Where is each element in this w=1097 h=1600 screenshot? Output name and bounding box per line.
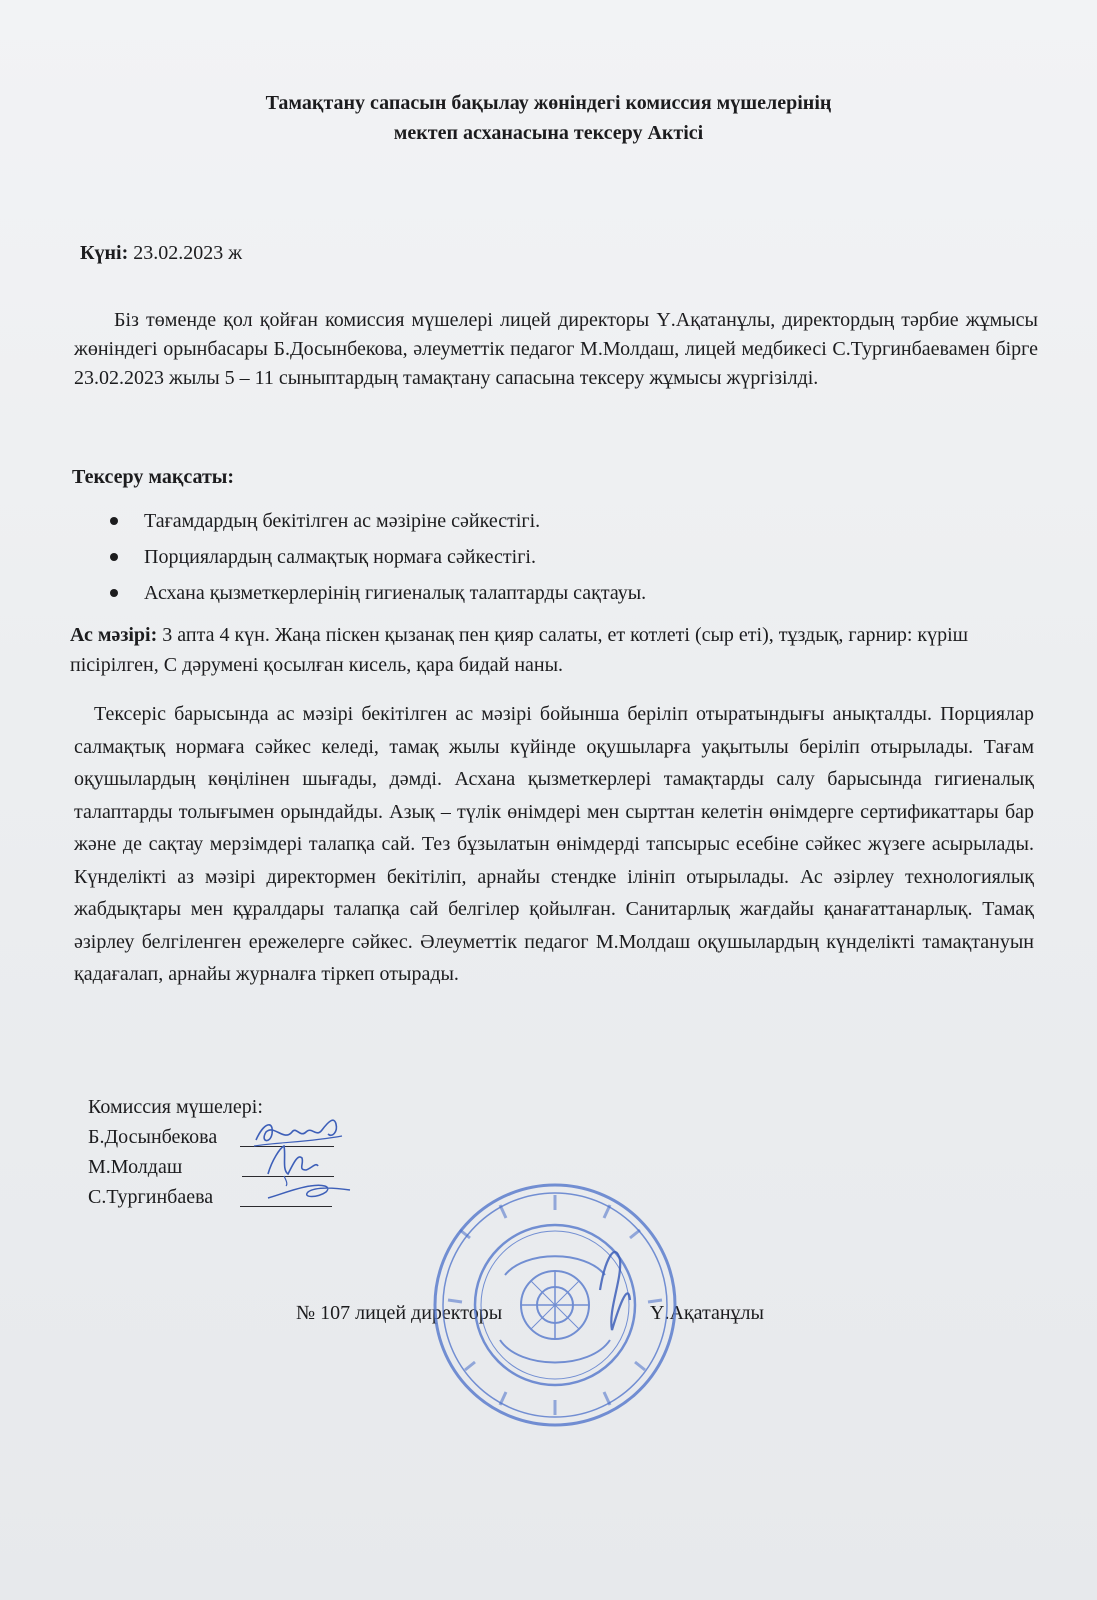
goal-item bbox=[108, 539, 646, 575]
goal-item-text: Тағамдардың бекітілген ас мәзіріне сәйкестігі. bbox=[144, 510, 541, 532]
signature-turginbaeva bbox=[262, 1176, 354, 1206]
date-line bbox=[80, 242, 242, 265]
commission-title: Комиссия мүшелері: bbox=[88, 1096, 263, 1118]
bullet-icon bbox=[110, 517, 118, 525]
member-name: Б.Досынбекова bbox=[88, 1126, 218, 1148]
intro-paragraph: Біз төменде қол қойған комиссия мүшелері лицей директоры Ү.Ақатанұлы, директордың тәрбие жұмысы жөніндегі орынбасары Б.Досынбекова, әлеуметтік педагог М.Молдаш, лицей медбикесі С.Тургинбаевамен бірге 23.02.2023 жылы 5 – 11 сыныптардың тамақтану сапасына тексеру жұмысы жүргізілді. bbox=[74, 309, 1038, 389]
goal-item-text: Асхана қызметкерлерінің гигиеналық талаптарды сақтауы. bbox=[144, 582, 647, 604]
commission-member bbox=[88, 1182, 263, 1212]
commission-member bbox=[88, 1152, 263, 1182]
member-name: М.Молдаш bbox=[88, 1156, 183, 1178]
document-title bbox=[0, 88, 1097, 148]
goal-item bbox=[108, 503, 646, 539]
director-label: № 107 лицей директоры bbox=[296, 1302, 503, 1324]
commission-member bbox=[88, 1122, 263, 1152]
bullet-icon bbox=[110, 553, 118, 561]
member-name: С.Тургинбаева bbox=[88, 1186, 214, 1208]
signature-line bbox=[240, 1146, 334, 1147]
commission-block bbox=[88, 1092, 263, 1212]
goals-title: Тексеру мақсаты: bbox=[72, 466, 235, 488]
date-label: Күні: bbox=[80, 242, 129, 264]
bullet-icon bbox=[110, 589, 118, 597]
goal-item-text: Порциялардың салмақтық нормаға сәйкестігі. bbox=[144, 546, 536, 568]
title-line-1: Тамақтану сапасын бақылау жөніндегі комиссия мүшелерінің bbox=[265, 92, 832, 114]
goal-item bbox=[108, 575, 646, 611]
signature-line bbox=[240, 1206, 332, 1207]
date-value: 23.02.2023 ж bbox=[133, 242, 243, 264]
menu-section bbox=[70, 620, 990, 680]
menu-text: 3 апта 4 күн. Жаңа піскен қызанақ пен қияр салаты, ет котлеті (сыр еті), тұздық, гарнир: күріш пісірілген, С дәрумені қосылған кисель, қара бидай наны. bbox=[70, 624, 969, 676]
goals-list bbox=[108, 503, 646, 611]
title-line-2: мектеп асханасына тексеру Актісі bbox=[393, 122, 704, 144]
signature-moldash bbox=[258, 1140, 328, 1188]
menu-label: Ас мәзірі: bbox=[70, 624, 158, 646]
findings-paragraph: Тексеріс барысында ас мәзірі бекітілген ас мәзірі бойынша беріліп отыратындығы анықталды. Порциялар салмақтық нормаға сәйкес келеді, тамақ жылы күйінде оқушыларға уақытылы беріліп отырылады. Тағам оқушылардың көңілінен шығады, дәмді. Асхана қызметкерлері тамақтарды салу барысында гигиеналық талаптарды толығымен орындайды. Азық – түлік өнімдері мен сырттан келетін өнімдерге сертификаттары бар және де сақтау мерзімдері талапқа сай. Тез бұзылатын өнімдерді тапсырыс есебіне сәйкес жүзеге асырылады. Күнделікті аз мәзірі директормен бекітіліп, арнайы стендке ілініп отырылады. Ас әзірлеу технологиялық жабдықтары мен құралдары талапқа сай белгілер қойылған. Санитарлық жағдайы қанағаттанарлық. Тамақ әзірлеу белгіленген ережелерге сәйкес. Әлеуметтік педагог М.Молдаш оқушылардың күнделікті тамақтануын қадағалап, арнайы журналға тіркеп отырады. bbox=[74, 703, 1034, 985]
director-name: Ү.Ақатанұлы bbox=[650, 1302, 764, 1324]
signature-line bbox=[242, 1176, 334, 1177]
